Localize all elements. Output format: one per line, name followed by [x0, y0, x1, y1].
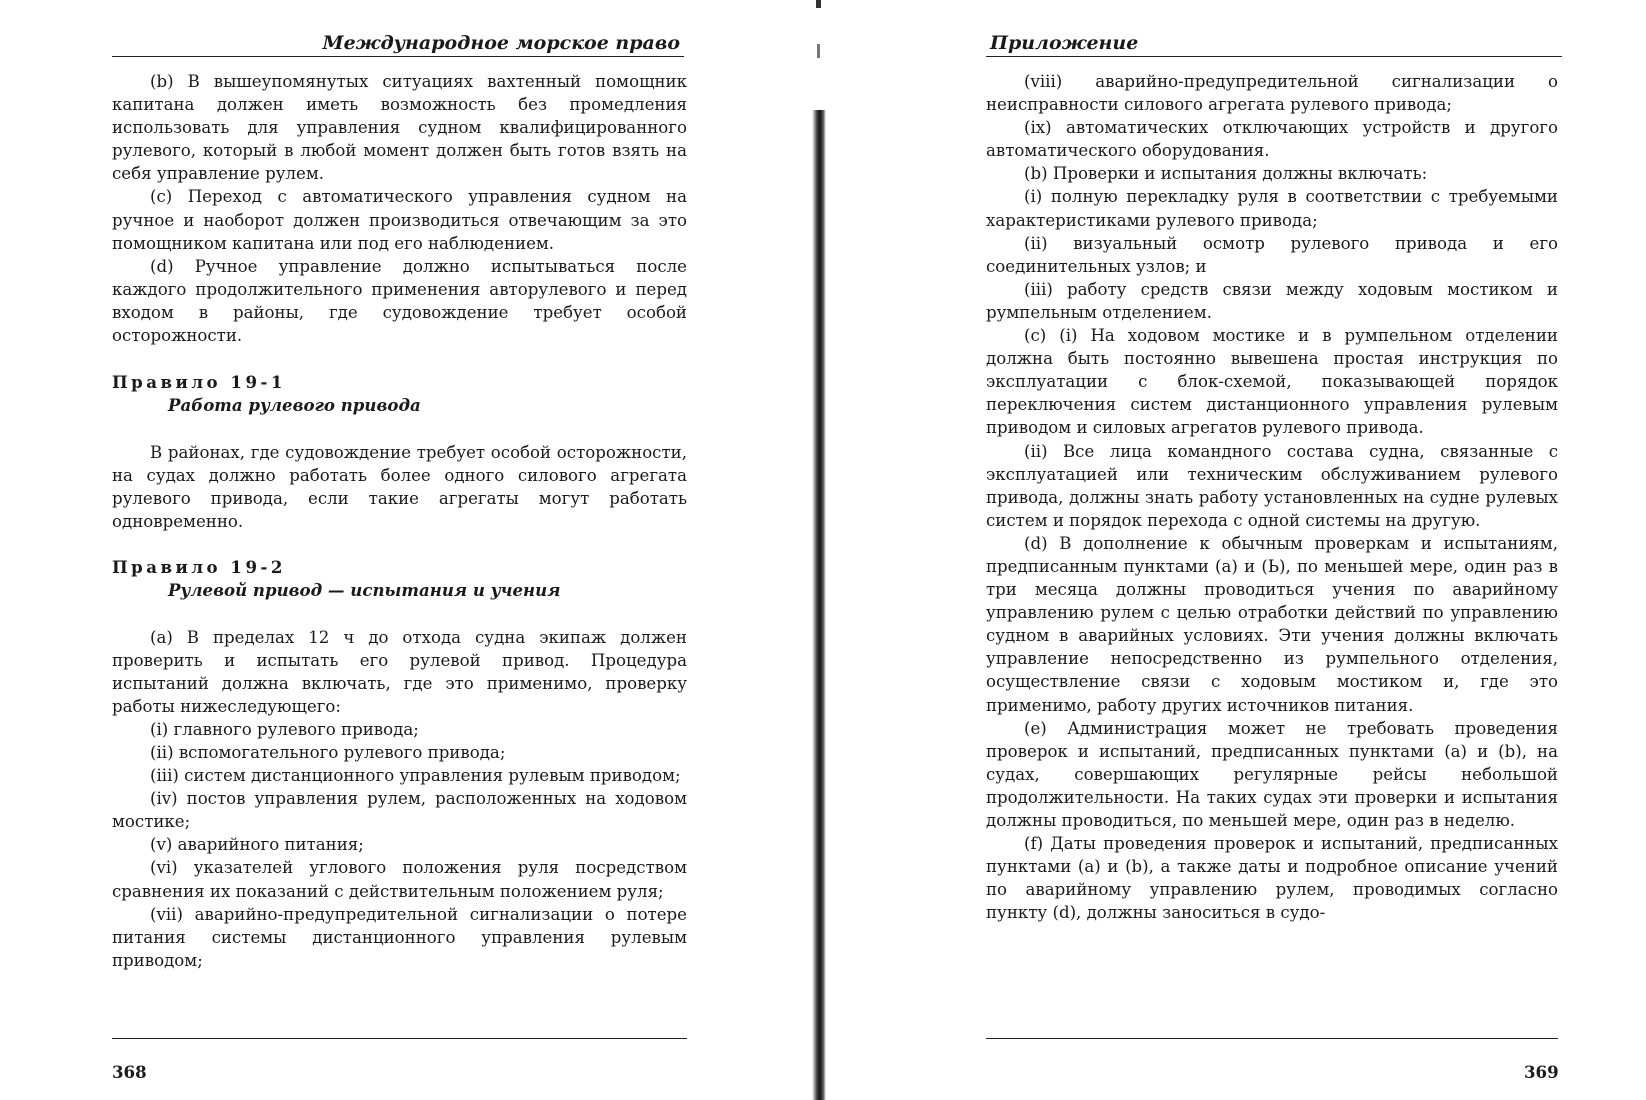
right-page [846, 0, 1646, 1100]
paragraph: (ii) Все лица командного состава судна, связанные с эксплуатацией или техническим обслуживанием рулевого привода, должны знать работу установленных на судне рулевых систем и порядок перехода с одной системы на другую. [986, 441, 1558, 530]
list-item: (vii) аварийно-предупредительной сигнализации о потере питания системы дистанционного управления рулевым приводом; [112, 904, 687, 970]
list-item: (ii) вспомогательного рулевого привода; [150, 742, 506, 762]
list-item: (ix) автоматических отключающих устройств и другого автоматического оборудования. [986, 118, 1558, 161]
paragraph: (d) Ручное управление должно испытываться после каждого продолжительного применения авторулевого и перед входом в районы, где судовождение требует особой осторожности. [112, 256, 687, 346]
book-gutter [800, 0, 846, 1100]
list-item: (ii) визуальный осмотр рулевого привода и его соединительных узлов; и [986, 233, 1558, 276]
right-page-body [986, 70, 1558, 924]
paragraph: (с) (i) На ходовом мостике и в румпельном отделении должна быть постоянно вывешена простая инструкция по эксплуатации с блок-схемой, показывающей порядок переключения систем дистанционного управления рулевым приводом и силовых агрегатов рулевого привода. [986, 326, 1558, 438]
paragraph: (b) Проверки и испытания должны включать: [1024, 164, 1428, 184]
paragraph: (е) Администрация может не требовать проведения проверок и испытаний, предписанных пунктами (а) и (b), на судах, совершающих регулярные рейсы небольшой продолжительности. На таких судах эти проверки и испытания должны проводиться, по меньшей мере, один раз в неделю. [986, 718, 1558, 830]
rule-19-1-heading [112, 371, 687, 417]
gutter-mark [817, 44, 820, 58]
right-page-number: 369 [1524, 1062, 1559, 1082]
rule-number: Правило 19-2 [112, 556, 286, 577]
list-item: (viii) аварийно-предупредительной сигнализации о неисправности силового агрегата рулевого привода; [986, 72, 1558, 115]
paragraph: (f) Даты проведения проверок и испытаний, предписанных пунктами (а) и (b), а также даты и подробное описание учений по аварийному управлению рулем, проводимых согласно пункту (d), должны заноситься в судо- [986, 834, 1558, 923]
list-item: (iii) работу средств связи между ходовым мостиком и румпельным отделением. [986, 279, 1558, 322]
list-item: (v) аварийного питания; [150, 835, 364, 855]
list-item: (i) главного рулевого привода; [150, 719, 419, 739]
list-item: (vi) указателей углового положения руля посредством сравнения их показаний с действительным положением руля; [112, 858, 687, 901]
left-page [0, 0, 800, 1100]
paragraph: (d) В дополнение к обычным проверкам и испытаниям, предписанным пунктами (а) и (Ь), по меньшей мере, один раз в три месяца должны проводиться учения по аварийному управлению рулем с целью отработки действий по управлению судном в аварийных условиях. Эти учения должны включать управление непосредственно из румпельного отделения, осуществление связи с ходовым мостиком и, где это применимо, работу других источников питания. [986, 533, 1558, 715]
list-item: (iii) систем дистанционного управления рулевым приводом; [150, 766, 681, 786]
left-footer-rule [112, 1038, 687, 1039]
list-item: (iv) постов управления рулем, расположенных на ходовом мостике; [112, 789, 687, 832]
left-page-number: 368 [112, 1062, 147, 1082]
gutter-mark [816, 0, 821, 8]
rule-title: Рулевой привод — испытания и учения [168, 579, 561, 600]
right-running-head: Приложение [986, 30, 1562, 57]
right-footer-rule [986, 1038, 1558, 1039]
left-running-head: Международное морское право [112, 30, 684, 57]
paragraph: (а) В пределах 12 ч до отхода судна экипаж должен проверить и испытать его рулевой привод. Процедура испытаний должна включать, где это применимо, проверку работы нижеследующего: [112, 627, 687, 716]
list-item: (i) полную перекладку руля в соответствии с требуемыми характеристиками рулевого привода; [986, 187, 1558, 230]
rule-title: Работа рулевого привода [168, 395, 421, 416]
paragraph: (с) Переход с автоматического управления судном на ручное и наоборот должен производиться отвечающим за это помощником капитана или под его наблюдением. [112, 187, 687, 253]
paragraph: (b) В вышеупомянутых ситуациях вахтенный помощник капитана должен иметь возможность без промедления использовать для управления судном квалифицированного рулевого, который в любой момент должен быть готов взять на себя управление рулем. [112, 72, 687, 184]
paragraph: В районах, где судовождение требует особой осторожности, на судах должно работать более одного силового агрегата рулевого привода, если такие агрегаты могут работать одновременно. [112, 443, 687, 532]
rule-number: Правило 19-1 [112, 372, 286, 393]
left-page-body [112, 70, 687, 972]
gutter-shadow [812, 110, 826, 1100]
rule-19-2-heading [112, 556, 687, 602]
